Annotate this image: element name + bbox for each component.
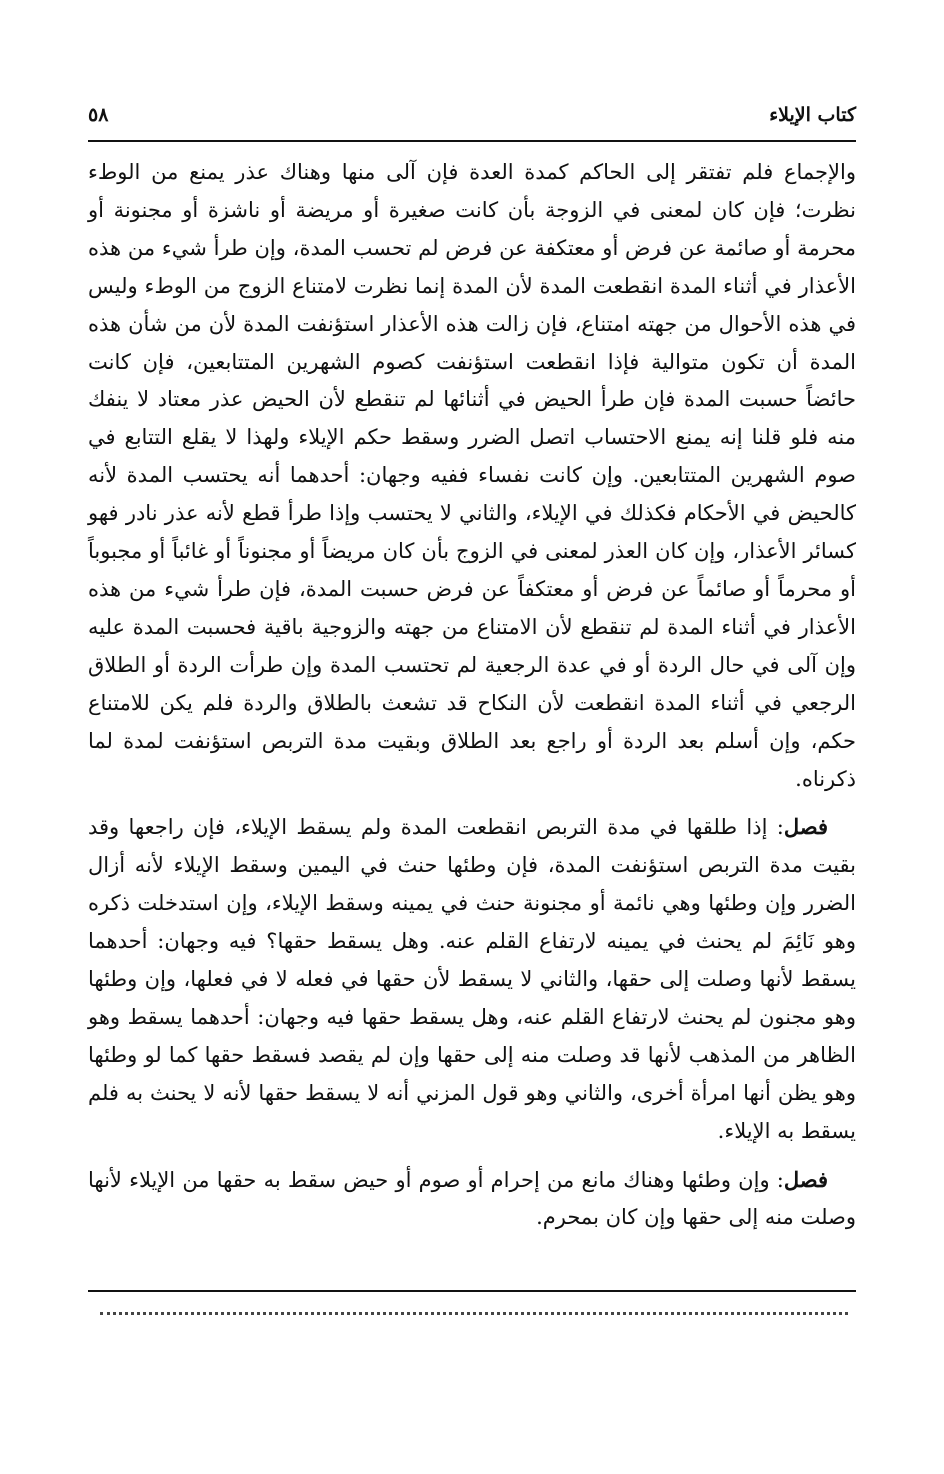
paragraph-1 [88,154,856,798]
paragraph-3-text: : وإن وطئها وهناك مانع من إحرام أو صوم أو حيض سقط به حقها من الإيلاء لأنها وصلت منه إلى حقها وإن كان بمحرم. [88,1167,856,1230]
paragraph-2 [88,808,856,1150]
paragraph-3 [88,1161,856,1238]
page-body [88,154,856,1237]
section-label: فصل [783,1166,828,1192]
section-label: فصل [783,814,828,840]
header-rule [88,140,856,142]
paragraph-2-text: : إذا طلقها في مدة التربص انقطعت المدة ولم يسقط الإيلاء، فإن راجعها وقد بقيت مدة التربص استؤنفت المدة، فإن وطئها حنث في اليمين وسقط الإيلاء لأنه أزال الضرر وإن وطئها وهي نائمة أو مجنونة حنث في يمينه وسقط الإيلاء، وإن استدخلت ذكره وهو نَائِمَ لم يحنث في يمينه لارتفاع القلم عنه. وهل يسقط حقها؟ فيه وجهان: أحدهما يسقط لأنها وصلت إلى حقها، والثاني لا يسقط لأن حقها في فعله لا في فعلها، وإن وطئها وهو مجنون لم يحنث لارتفاع القلم عنه، وهل يسقط حقها فيه وجهان: أحدهما يسقط وهو الظاهر من المذهب لأنها قد وصلت منه إلى حقها وإن لم يقصد فسقط حقها كما لو وطئها وهو يظن أنها امرأة أخرى، والثاني وهو قول المزني أنه لا يسقط حقها لأنه لا يحنث به فلم يسقط به الإيلاء. [88,815,856,1143]
page-number: ٥٨ [88,104,109,126]
page-header [88,104,856,144]
dotted-separator [100,1312,848,1335]
paragraph-1-text: والإجماع فلم تفتقر إلى الحاكم كمدة العدة فإن آلى منها وهناك عذر يمنع من الوطء نظرت؛ فإن كان لمعنى في الزوجة بأن كانت صغيرة أو مريضة أو ناشزة أو مجنونة أو محرمة أو صائمة عن فرض أو معتكفة عن فرض لم تحسب المدة، وإن طرأ شيء من هذه الأعذار في أثناء المدة انقطعت المدة لأن المدة إنما نظرت لامتناع الزوج من الوطء وليس في هذه الأحوال من جهته امتناع، فإن زالت هذه الأعذار استؤنفت المدة لأن من شأن هذه المدة أن تكون متوالية فإذا انقطعت استؤنفت كصوم الشهرين المتتابعين، فإن كانت حائضاً حسبت المدة فإن طرأ الحيض في أثنائها لم تنقطع لأن الحيض عذر معتاد لا ينفك منه فلو قلنا إنه يمنع الاحتساب اتصل الضرر وسقط حكم الإيلاء ولهذا لا يقلع التتابع في صوم الشهرين المتتابعين. وإن كانت نفساء ففيه وجهان: أحدهما أنه يحتسب المدة لأنه كالحيض في الأحكام فكذلك في الإيلاء، والثاني لا يحتسب وإذا طرأ قطع لأنه عذر نادر فهو كسائر الأعذار، وإن كان العذر لمعنى في الزوج بأن كان مريضاً أو مجنوناً أو غائباً أو مجبوباً أو محرماً أو صائماً عن فرض أو معتكفاً عن فرض حسبت المدة، فإن طرأ شيء من هذه الأعذار في أثناء المدة لم تنقطع لأن الامتناع من جهته والزوجية باقية فحسبت المدة عليه وإن آلى في حال الردة أو في عدة الرجعية لم تحتسب المدة وإن طرأت الردة أو الطلاق الرجعي في أثناء المدة انقطعت لأن النكاح قد تشعث بالطلاق والردة فلم يكن للامتناع حكم، وإن أسلم بعد الردة أو راجع بعد الطلاق وبقيت مدة التربص استؤنفت لمدة لما ذكرناه. [88,160,857,791]
footnote-rule [88,1290,856,1292]
running-title: كتاب الإيلاء [769,104,856,126]
